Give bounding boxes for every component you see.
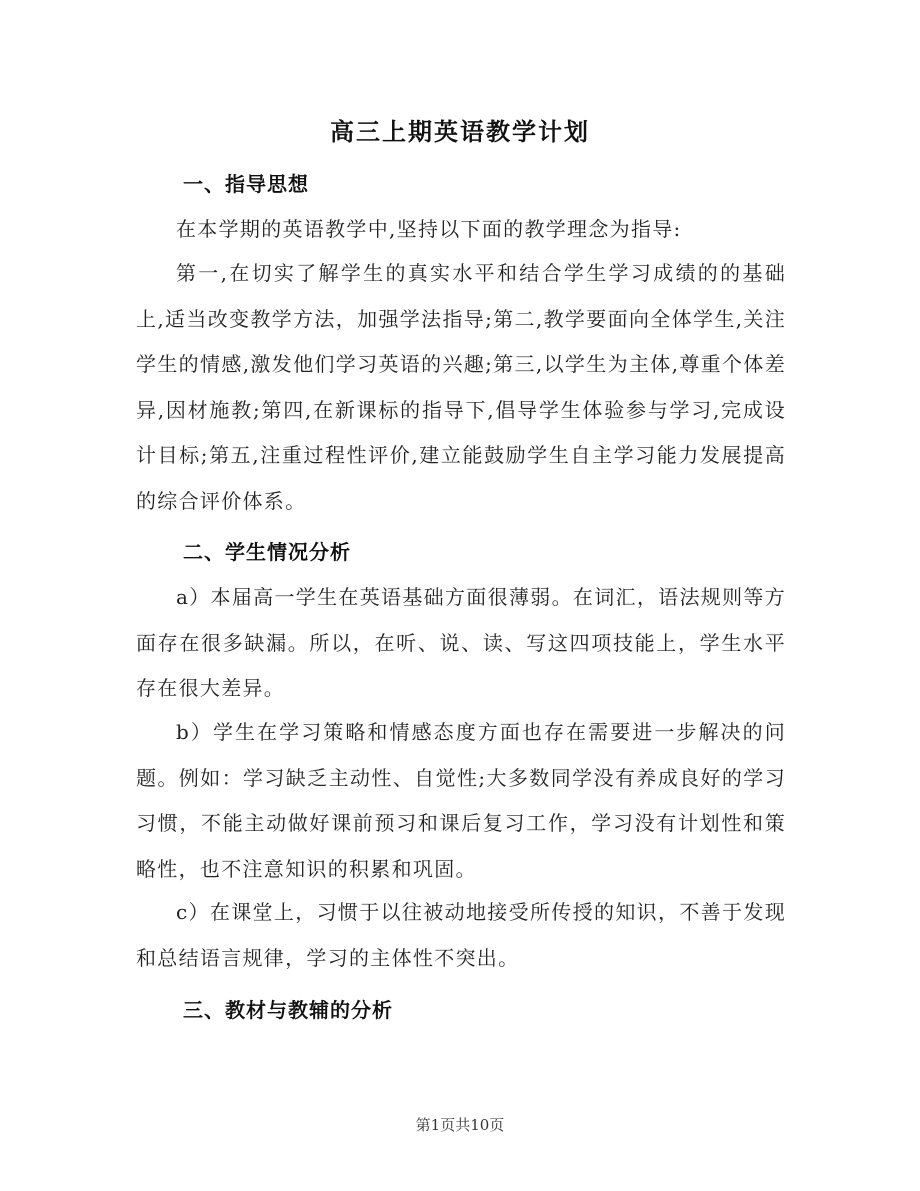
paragraph-principles: 第一,在切实了解学生的真实水平和结合学生学习成绩的的基础上,适当改变教学方法，加强学法指导;第二,教学要面向全体学生,关注学生的情感,激发他们学习英语的兴趣;第三,以学生为主体,尊重个体差异,因材施教;第四,在新课标的指导下,倡导学生体验参与学习,完成设计目标;第五,注重过程性评价,建立能鼓励学生自主学习能力发展提高的综合评价体系。 <box>136 261 786 513</box>
section-heading-student-analysis: 二、学生情况分析 <box>183 540 351 564</box>
paragraph-student-a: a）本届高一学生在英语基础方面很薄弱。在词汇，语法规则等方面存在很多缺漏。所以，在听、说、读、写这四项技能上，学生水平存在很大差异。 <box>136 585 786 700</box>
document-title: 高三上期英语教学计划 <box>330 118 590 146</box>
section-heading-materials-analysis: 三、教材与教辅的分析 <box>183 998 393 1022</box>
paragraph-intro: 在本学期的英语教学中,坚持以下面的教学理念为指导: <box>176 217 682 241</box>
page-number: 第1页共10页 <box>415 1116 505 1134</box>
paragraph-student-b: b）学生在学习策略和情感态度方面也存在需要进一步解决的问题。例如：学习缺乏主动性、自觉性;大多数同学没有养成良好的学习习惯，不能主动做好课前预习和课后复习工作，学习没有计划性和策略性，也不注意知识的积累和巩固。 <box>136 720 786 881</box>
paragraph-student-c: c）在课堂上，习惯于以往被动地接受所传授的知识，不善于发现和总结语言规律，学习的主体性不突出。 <box>136 900 786 970</box>
section-heading-guiding-ideology: 一、指导思想 <box>183 172 309 196</box>
